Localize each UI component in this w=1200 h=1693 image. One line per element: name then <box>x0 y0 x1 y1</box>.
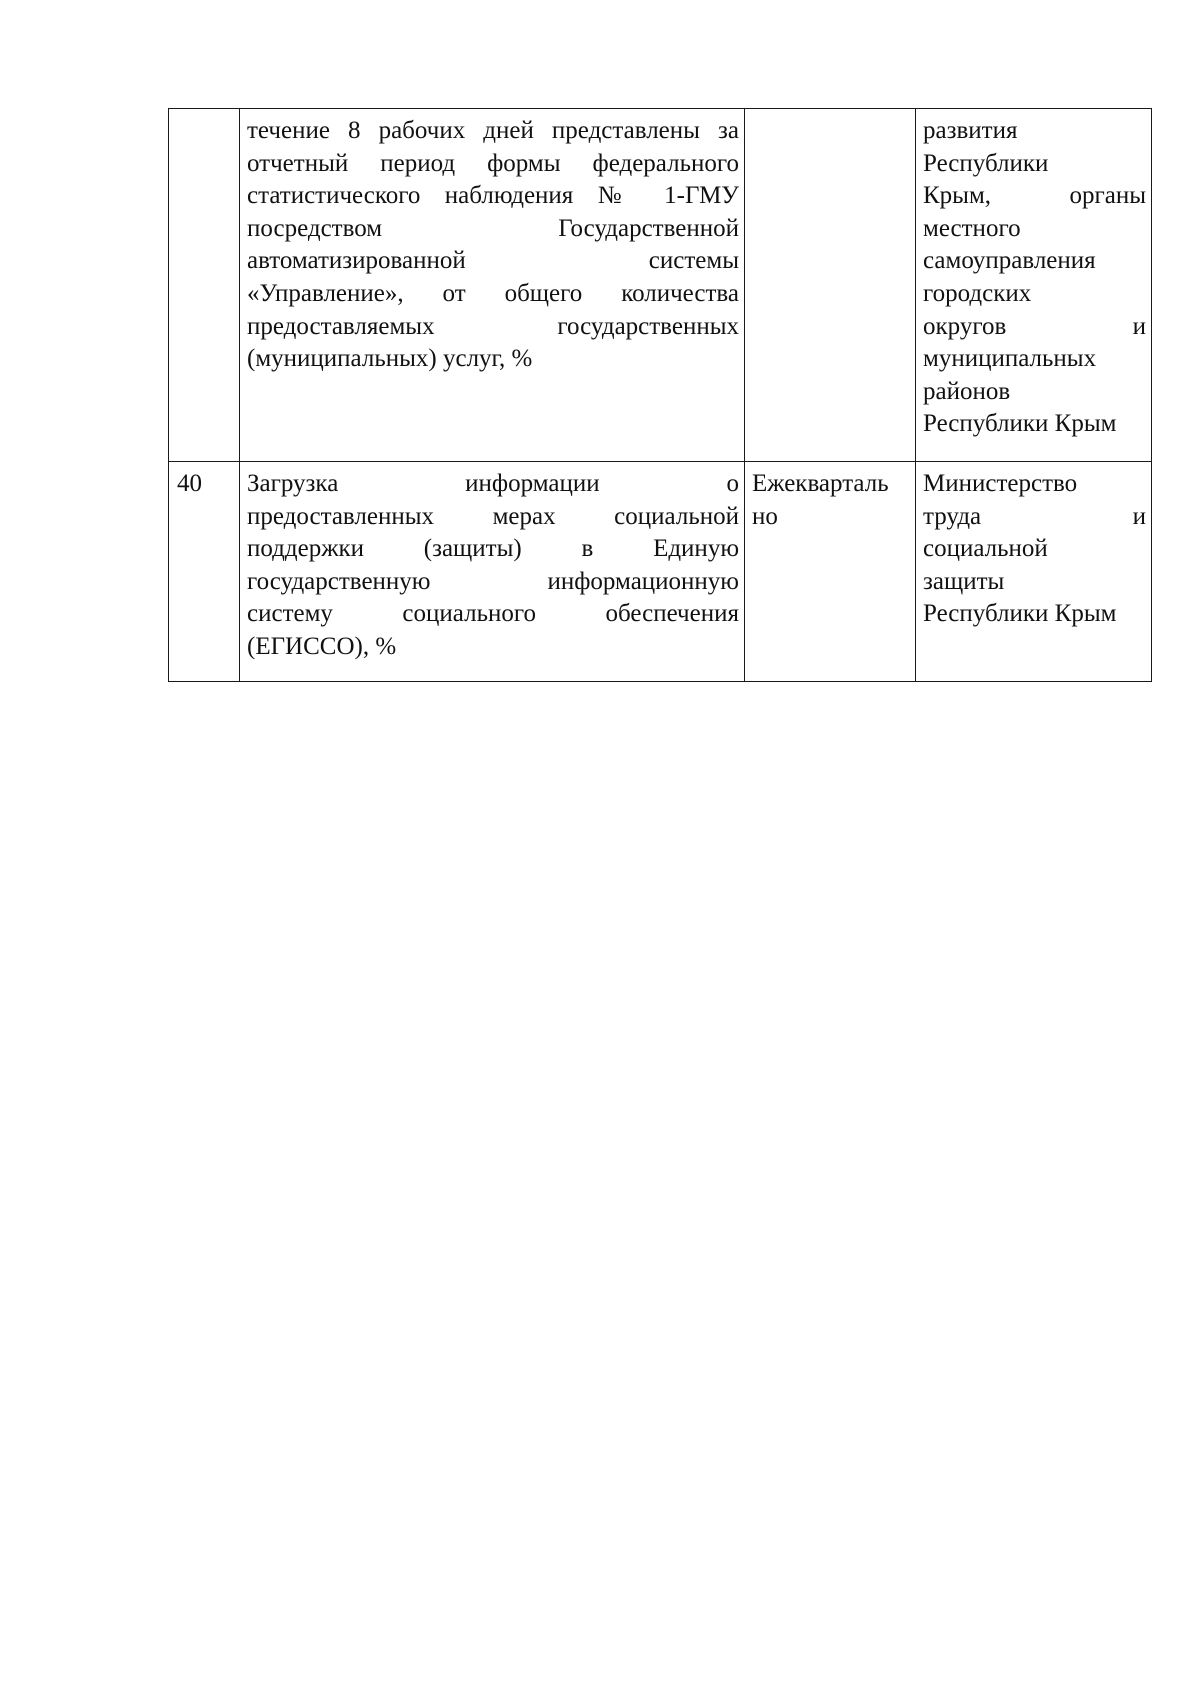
description-cell <box>240 109 745 462</box>
table-row <box>169 462 1152 682</box>
responsible-line: труда и <box>923 502 1146 530</box>
responsible-line: Министерство <box>923 470 1078 497</box>
description-line: поддержки (защиты) в Единую <box>247 535 739 563</box>
description-line: отчетный период формы федерального <box>247 149 739 177</box>
responsible-line: районов <box>923 377 1011 405</box>
responsible-line: развития <box>923 117 1018 144</box>
responsible-line: Крым, органы <box>923 182 1146 210</box>
responsible-cell <box>916 462 1152 682</box>
table-row <box>169 109 1152 462</box>
description-line: статистического наблюдения № 1-ГМУ <box>247 182 739 210</box>
description-line: течение 8 рабочих дней представлены за <box>247 117 739 144</box>
row-number: 40 <box>177 470 202 497</box>
responsible-line: Республики <box>923 149 1049 177</box>
description-line: (муниципальных) услуг, % <box>247 345 533 373</box>
responsible-line: социальной <box>923 535 1048 563</box>
frequency-cell <box>745 462 916 682</box>
indicators-table <box>168 108 1152 682</box>
description-line: «Управление», от общего количества <box>247 279 739 307</box>
description-line: (ЕГИССО), % <box>247 632 397 660</box>
responsible-line: самоуправления <box>923 247 1096 275</box>
responsible-line: городских <box>923 279 1032 307</box>
responsible-cell <box>916 109 1152 462</box>
responsible-line: защиты <box>923 567 1005 595</box>
description-cell <box>240 462 745 682</box>
description-line: предоставленных мерах социальной <box>247 502 739 530</box>
row-number-cell <box>169 109 240 462</box>
description-line: систему социального обеспечения <box>247 600 739 628</box>
responsible-line: округов и <box>923 312 1146 340</box>
frequency-line: но <box>752 502 778 530</box>
responsible-line: муниципальных <box>923 345 1097 373</box>
frequency-cell <box>745 109 916 462</box>
frequency-line: Ежекварталь <box>752 470 889 497</box>
description-line: автоматизированной системы <box>247 247 739 275</box>
description-line: Загрузка информации о <box>247 470 739 497</box>
description-line: посредством Государственной <box>247 214 739 242</box>
responsible-line: Республики Крым <box>923 600 1117 628</box>
description-line: государственную информационную <box>247 567 739 595</box>
description-line: предоставляемых государственных <box>247 312 739 340</box>
row-number-cell <box>169 462 240 682</box>
responsible-line: местного <box>923 214 1021 242</box>
responsible-line: Республики Крым <box>923 410 1117 438</box>
